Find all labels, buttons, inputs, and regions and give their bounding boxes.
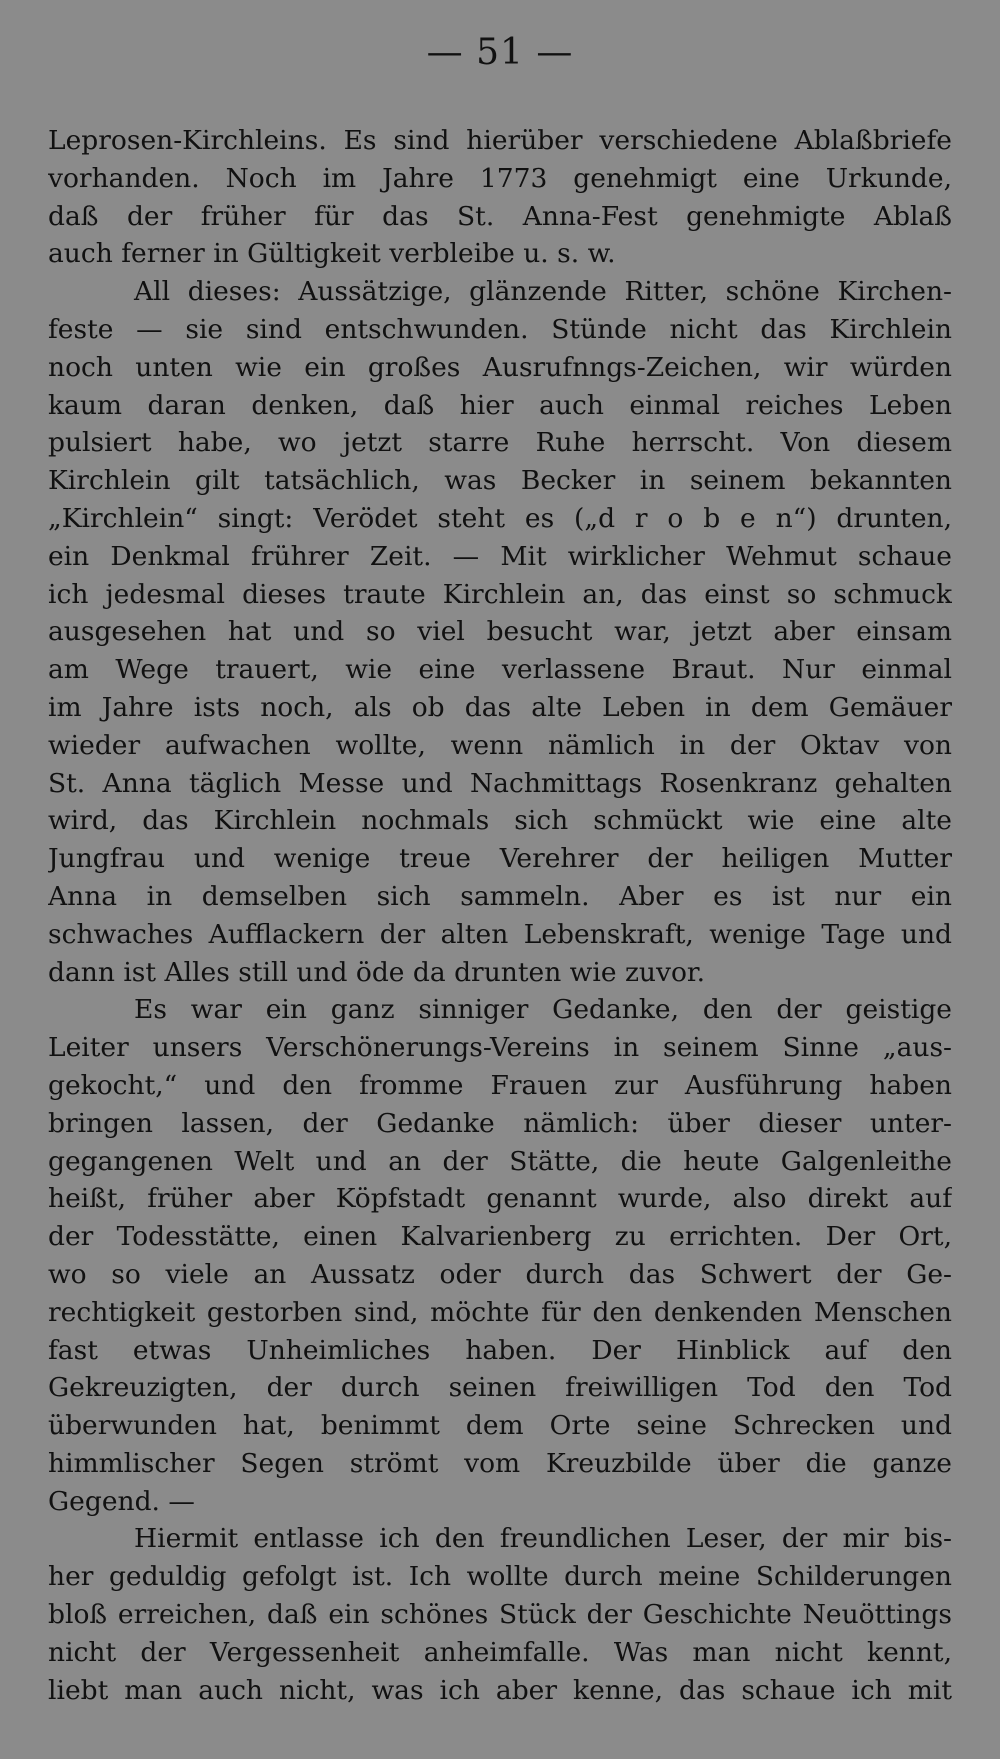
text-line: auch ferner in Gültigkeit verbleibe u. s. w. [48, 238, 616, 270]
text-line: daß der früher für das St. Anna-Fest genehmigte Ablaß [48, 200, 952, 232]
text-line: wieder aufwachen wollte, wenn nämlich in der Oktav von [48, 729, 952, 761]
text-line: Gegend. — [48, 1485, 195, 1517]
text-line: schwaches Aufflackern der alten Lebenskraft, wenige Tage und [48, 918, 952, 950]
text-line: wo so viele an Aussatz oder durch das Schwert der Ge- [48, 1258, 952, 1290]
body-text [48, 122, 952, 1709]
text-line: liebt man auch nicht, was ich aber kenne, das schaue ich mit [48, 1674, 952, 1706]
text-line: himmlischer Segen strömt vom Kreuzbilde über die ganze [48, 1447, 952, 1479]
text-line: am Wege trauert, wie eine verlassene Braut. Nur einmal [48, 654, 952, 686]
text-line: feste — sie sind entschwunden. Stünde nicht das Kirchlein [48, 313, 952, 345]
text-line: wird, das Kirchlein nochmals sich schmückt wie eine alte [48, 805, 952, 837]
text-line: im Jahre ists noch, als ob das alte Leben in dem Gemäuer [48, 691, 952, 723]
text-line: All dieses: Aussätzige, glänzende Ritter, schöne Kirchen- [134, 276, 952, 308]
text-line: St. Anna täglich Messe und Nachmittags Rosenkranz gehalten [48, 767, 952, 799]
text-line: Es war ein ganz sinniger Gedanke, den der geistige [134, 994, 952, 1026]
text-line: ausgesehen hat und so viel besucht war, jetzt aber einsam [48, 616, 952, 648]
text-line: Kirchlein gilt tatsächlich, was Becker in seinem bekannten [48, 465, 952, 497]
text-line: Gekreuzigten, der durch seinen freiwilligen Tod den Tod [48, 1372, 952, 1404]
text-line: Hiermit entlasse ich den freundlichen Leser, der mir bis- [134, 1523, 952, 1555]
text-line: Anna in demselben sich sammeln. Aber es ist nur ein [48, 880, 952, 912]
text-line: dann ist Alles still und öde da drunten wie zuvor. [48, 956, 706, 988]
text-line: Jungfrau und wenige treue Verehrer der heiligen Mutter [48, 843, 952, 875]
text-line: kaum daran denken, daß hier auch einmal reiches Leben [48, 389, 952, 421]
text-line: „Kirchlein“ singt: Verödet steht es („d r o b e n“) drunten, [48, 502, 952, 534]
text-line: noch unten wie ein großes Ausrufnngs-Zeichen, wir würden [48, 351, 952, 383]
text-line: bloß erreichen, daß ein schönes Stück der Geschichte Neuöttings [48, 1599, 952, 1631]
text-line: heißt, früher aber Köpfstadt genannt wurde, also direkt auf [48, 1183, 952, 1215]
text-line: gegangenen Welt und an der Stätte, die heute Galgenleithe [48, 1145, 952, 1177]
page-number: — 51 — [426, 32, 574, 73]
text-line: gekocht,“ und den fromme Frauen zur Ausführung haben [48, 1069, 952, 1101]
text-line: vorhanden. Noch im Jahre 1773 genehmigt eine Urkunde, [48, 162, 952, 194]
text-line: nicht der Vergessenheit anheimfalle. Was man nicht kennt, [48, 1636, 952, 1668]
text-line: der Todesstätte, einen Kalvarienberg zu errichten. Der Ort, [48, 1221, 952, 1253]
text-line: überwunden hat, benimmt dem Orte seine Schrecken und [48, 1410, 952, 1442]
text-line: ein Denkmal frührer Zeit. — Mit wirklicher Wehmut schaue [48, 540, 952, 572]
text-line: Leprosen-Kirchleins. Es sind hierüber verschiedene Ablaßbriefe [48, 125, 952, 156]
text-line: Leiter unsers Verschönerungs-Vereins in seinem Sinne „aus- [48, 1032, 952, 1064]
text-line: rechtigkeit gestorben sind, möchte für den denkenden Menschen [48, 1296, 952, 1328]
text-line: fast etwas Unheimliches haben. Der Hinblick auf den [48, 1334, 952, 1366]
text-line: bringen lassen, der Gedanke nämlich: über dieser unter- [48, 1107, 952, 1139]
text-line: ich jedesmal dieses traute Kirchlein an, das einst so schmuck [48, 578, 952, 610]
text-line: pulsiert habe, wo jetzt starre Ruhe herrscht. Von diesem [48, 427, 952, 459]
text-line: her geduldig gefolgt ist. Ich wollte durch meine Schilderungen [48, 1561, 952, 1593]
